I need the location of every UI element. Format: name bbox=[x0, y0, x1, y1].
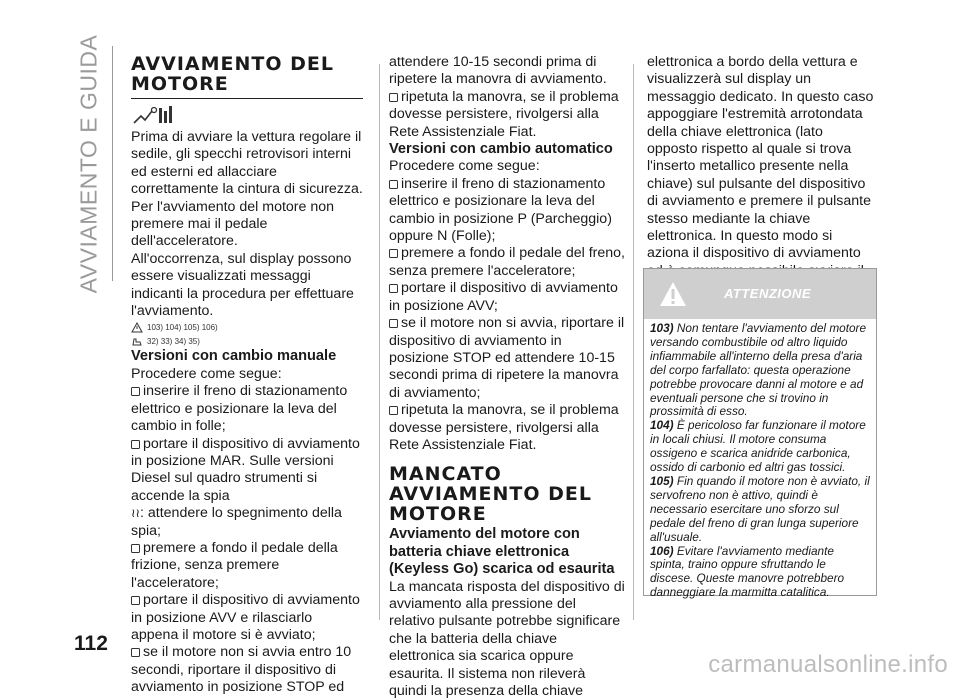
warning-item bbox=[650, 545, 870, 601]
warning-header bbox=[644, 269, 876, 319]
checkbox-bullet-icon bbox=[131, 596, 140, 605]
paragraph: Procedere come segue: bbox=[389, 158, 540, 175]
list-item: portare il dispositivo di avviamento in posizione MAR. Sulle versioni Diesel sul quadro strumenti si accende la spia ≀≀: attendere lo spegnimento della spia; bbox=[131, 435, 360, 539]
warning-item bbox=[650, 475, 870, 545]
paragraph: La mancata risposta del dispositivo di avviamento alla pressione del relativo pulsante potrebbe significare che la batteria della chiave elettronica sia scarica oppure esaurita. Il sistema non rileverà quindi la presenza della chiave bbox=[389, 578, 625, 699]
checkbox-bullet-icon bbox=[389, 406, 398, 415]
checkbox-bullet-icon bbox=[131, 440, 140, 449]
column-1 bbox=[131, 54, 363, 697]
warning-box bbox=[643, 268, 877, 600]
side-divider bbox=[112, 46, 113, 281]
checkbox-bullet-icon bbox=[131, 544, 140, 553]
warning-triangle-icon bbox=[658, 280, 688, 308]
subheading: Versioni con cambio automatico bbox=[389, 141, 613, 158]
checkbox-bullet-icon bbox=[389, 284, 398, 293]
paragraph: All'occorrenza, sul display possono essere visualizzati messaggi indicanti la procedura per effettuare l'avviamento. bbox=[131, 250, 354, 320]
column-2 bbox=[389, 54, 625, 700]
warning-item-number: 104) bbox=[650, 418, 674, 433]
chapter-side-title: AVVIAMENTO E GUIDA bbox=[75, 34, 102, 294]
list-item: ripetuta la manovra, se il problema dovesse persistere, rivolgersi alla Rete Assistenziale Fiat. bbox=[389, 402, 619, 453]
subheading: Versioni con cambio manuale bbox=[131, 348, 337, 365]
warning-list bbox=[644, 319, 876, 600]
paragraph: elettronica a bordo della vettura e visualizzerà sul display un messaggio dedicato. In questo caso appoggiare l'estremità arrotondata della chiave elettronica (lato opposto rispetto al quale si trova l'inserto metallico presente nella chiave) sul pulsante del dispositivo di avviamento e premere il pulsante stesso mediante la chiave elettronica. In questo modo si aziona il dispositivo di avviamento bbox=[647, 54, 874, 262]
warning-triangle-icon bbox=[131, 322, 143, 333]
list-item: inserire il freno di stazionamento elettrico e posizionare la leva del cambio in folle; bbox=[131, 383, 348, 435]
watermark: carmanualsonline.info bbox=[708, 651, 948, 678]
checkbox-bullet-icon bbox=[131, 648, 140, 657]
list-item: portare il dispositivo di avviamento in posizione AVV e rilasciarlo appena il motore si è avviato; bbox=[131, 592, 360, 643]
column-divider bbox=[633, 64, 634, 620]
list-item: portare il dispositivo di avviamento in posizione AVV; bbox=[389, 280, 618, 314]
checkbox-bullet-icon bbox=[389, 249, 398, 258]
subheading: Avviamento del motore con batteria chiave elettronica (Keyless Go) scarica od esaurita bbox=[389, 526, 615, 578]
warning-item-number: 105) bbox=[650, 473, 674, 488]
paragraph: attendere 10-15 secondi prima di ripetere la manovra di avviamento. bbox=[389, 54, 607, 88]
section-heading: MANCATO AVVIAMENTO DEL MOTORE bbox=[389, 463, 592, 526]
paragraph: Procedere come segue: bbox=[131, 365, 282, 382]
hand-note-icon bbox=[131, 336, 143, 347]
checkbox-bullet-icon bbox=[131, 387, 140, 396]
warning-title: ATTENZIONE bbox=[724, 286, 812, 301]
warning-item-text: Evitare l'avviamento mediante spinta, traino oppure sfruttando le discese. Queste manovre potrebbero danneggiare la marmitta catalitica. bbox=[650, 543, 845, 600]
list-item: premere a fondo il pedale del freno, senza premere l'acceleratore; bbox=[389, 245, 625, 279]
warning-refs: 103) 104) 105) 106) bbox=[131, 320, 363, 334]
engine-start-icon bbox=[131, 105, 363, 129]
warning-item-number: 106) bbox=[650, 543, 674, 558]
warning-item-number: 103) bbox=[650, 321, 674, 335]
note-refs: 32) 33) 34) 35) bbox=[131, 334, 363, 348]
section-heading-block bbox=[131, 54, 363, 99]
warning-item bbox=[650, 322, 870, 419]
page-number: 112 bbox=[74, 632, 108, 655]
checkbox-bullet-icon bbox=[389, 319, 398, 328]
section-heading: AVVIAMENTO DEL MOTORE bbox=[131, 53, 334, 95]
column-3 bbox=[647, 54, 875, 298]
checkbox-bullet-icon bbox=[389, 93, 398, 102]
paragraph: Per l'avviamento del motore non premere mai il pedale dell'acceleratore. bbox=[131, 198, 335, 250]
list-item: inserire il freno di stazionamento elettrico e posizionare la leva del cambio in posizione P (Parcheggio) oppure N (Folle); bbox=[389, 175, 612, 245]
list-item: ripetuta la manovra, se il problema dovesse persistere, rivolgersi alla Rete Assistenziale Fiat. bbox=[389, 88, 619, 140]
warning-item-text: Fin quando il motore non è avviato, il servofreno non è attivo, quindi è necessario esercitare uno sforzo sul pedale del freno di gran lunga superiore all'usuale. bbox=[650, 473, 870, 544]
glow-plug-icon: ≀≀ bbox=[131, 506, 140, 521]
warning-item-text: È pericoloso far funzionare il motore in locali chiusi. Il motore consuma ossigeno e scarica anidride carbonica, ossido di carbonio ed altri gas tossici. bbox=[650, 418, 866, 475]
warning-item bbox=[650, 419, 870, 475]
list-item: se il motore non si avvia entro 10 secondi, riportare il dispositivo di avviamento in posizione STOP ed bbox=[131, 644, 352, 696]
warning-item-text: Non tentare l'avviamento del motore versando combustibile od altro liquido infiammabile all'interno della presa d'aria del corpo farfallato: questa operazione potrebbe provocare danni al motore e ad eventuali persone che si trovino in prossimità di esso. bbox=[650, 321, 867, 419]
paragraph: Prima di avviare la vettura regolare il sedile, gli specchi retrovisori interni ed esterni ed allacciare correttamente la cintura di sicurezza. bbox=[131, 129, 363, 198]
list-item: se il motore non si avvia, riportare il dispositivo di avviamento in posizione STOP ed attendere 10-15 secondi prima di ripetere la manovra di avviamento; bbox=[389, 315, 625, 401]
checkbox-bullet-icon bbox=[389, 180, 398, 189]
list-item: premere a fondo il pedale della frizione, senza premere l'acceleratore; bbox=[131, 539, 338, 591]
column-divider bbox=[379, 64, 380, 620]
